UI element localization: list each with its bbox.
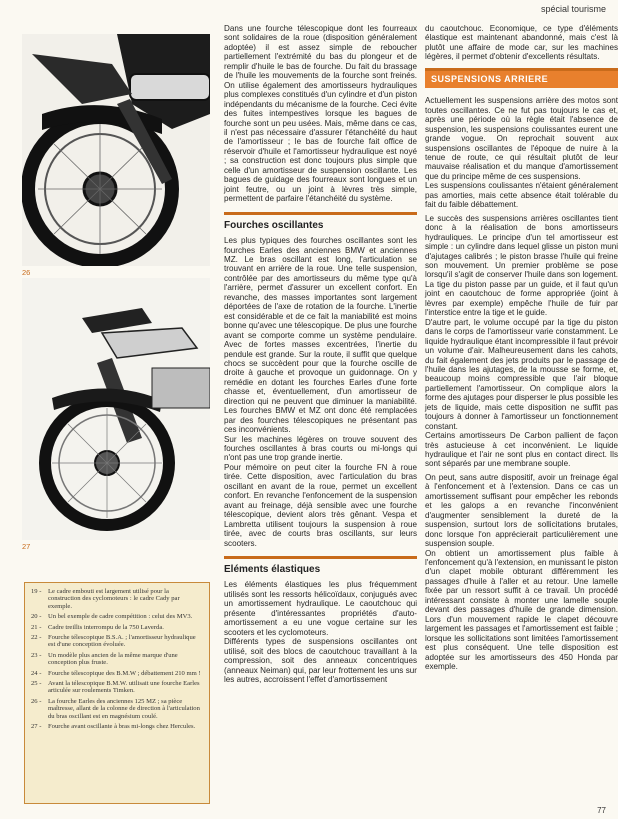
page-number: 77 bbox=[597, 806, 606, 815]
paragraph: D'autre part, le volume occupé par la tige du piston dans le corps de l'amortisseur varie constamment. Le liquide hydraulique étant incompressible il faut prévoir un volume d'air. Malheureusement dans les cahots, du fait également des jets produits par le passage de l'huile dans les ajutages, de la mousse se forme, et, beaucoup moins compressible que l'air bloque partiellement l'amortisseur. On complique alors la forme des ajutages pour disperser le plus possible les jets de liquide, mais cette disposition ne suffit pas toujours à donner à l'amortisseur un fonctionnement constant. bbox=[425, 317, 618, 431]
photo-fork-earles bbox=[22, 34, 210, 266]
paragraph: du caoutchouc. Economique, ce type d'éléments élastique est maintenant abandonné, mais c'est là plutôt une affaire de mode car, sur les machines légères, il permet d'obtenir d'excellents résultats. bbox=[425, 24, 618, 62]
moped-illustration bbox=[22, 278, 210, 540]
right-text-column bbox=[425, 24, 618, 671]
paragraph: Pour mémoire on peut citer la fourche FN à roue tirée. Cette disposition, avec l'articulation du bras oscillant en avant de la roue, permet un excellent confort. En revanche l'enfoncement de la suspension avant au freinage, déjà sensible avec une fourche télescopique, devient alors très gênant. Vespa et Lambretta utilisent toujours la suspension à roue tirée, avec de courts bras oscillants, sur leurs scooters. bbox=[224, 462, 417, 548]
paragraph: Différents types de suspensions oscillantes ont utilisé, soit des blocs de caoutchouc travaillant à la compression, soit des anneaux concentriques (anneaux Neiman) qui, par leur frottement les uns sur les autres, accroissent l'effet d'amortissement bbox=[224, 637, 417, 684]
heading-fourches-oscillantes: Fourches oscillantes bbox=[224, 212, 417, 230]
left-column bbox=[22, 22, 210, 812]
heading-elements-elastiques: Eléments élastiques bbox=[224, 556, 417, 574]
paragraph: Les plus typiques des fourches oscillantes sont les fourches Earles des anciennes BMW et anciennes MZ. Le bras oscillant est long, l'articulation se trouvant en arrière de la roue. Une telle suspension, contrôlée par des amortisseurs du même type qu'à l'arrière, permet d'assurer un excellent confort. En revanche, des masses importantes sont largement déportées de l'axe de rotation de la fourche. L'inertie est considérable et de ce fait la maniabilité est moins bonne qu'avec une télescopique. De plus une fourche avant se comporte comme un système pendulaire. Avec de fortes masses excentrées, l'inertie du pendule est grande. Sur la route, il suffit que quelque chocs se succèdent pour que la fourche oscille de droite à gauche et provoque un guidonnage. On y remédie en dotant les fourches Earles d'une forte chasse et, éventuellement, d'un amortisseur de direction qui ne peuvent que diminuer la maniabilité. Les fourches BMW et MZ ont donc été remplacées par des fourches télescopiques ne présentant pas ces inconvénients. bbox=[224, 236, 417, 435]
caption-item: 20 - Un bel exemple de cadre compétition : celui des MV3. bbox=[31, 613, 193, 621]
paragraph: Le succès des suspensions arrières oscillantes tient donc à la réalisation de bons amortisseurs hydrauliques. Le principe d'un tel amortisseur est simple : un cylindre dans lequel glisse un piston muni d'ajutages calibrés ; le piston brasse l'huile qui freine son mouvement. Un premier problème se pose lorsqu'il s'agit de conserver l'huile dans son logement. La tige du piston passe par un guide, et il faut qu'un joint en caoutchouc de forme appropriée (joint à lèvres par exemple) empêche l'huile de fuir par l'interstice entre la tige et le guide. bbox=[425, 213, 618, 318]
middle-text-column bbox=[224, 24, 417, 684]
captions-box bbox=[24, 582, 210, 804]
paragraph: Certains amortisseurs De Carbon pallient de façon très astucieuse à cet inconvénient. Le liquide hydraulique et l'air ne sont plus en contact direct. Ils sont séparés par une membrane souple. bbox=[425, 431, 618, 469]
caption-item: 23 - Un modèle plus ancien de la même marque d'une conception plus fruste. bbox=[31, 651, 178, 667]
paragraph: Sur les machines légères on trouve souvent des fourches oscillantes à bras courts ou mi-longs qui n'ont pas une trop grande inertie. bbox=[224, 434, 417, 463]
caption-item: 22 - Fourche télescopique B.S.A. ; l'amortisseur hydraulique est d'une conception évoluée. bbox=[31, 634, 196, 649]
caption-item: 21 - Cadre treillis interrompu de la 750 Laverda. bbox=[31, 623, 164, 631]
caption-item: 27 - Fourche avant oscillante à bras mi-longs chez Hercules. bbox=[31, 723, 196, 731]
caption-item: 19 - Le cadre embouti est largement utilisé pour la construction des cyclomoteurs : le cadre Cady par exemple. bbox=[31, 588, 180, 610]
figure-number-27: 27 bbox=[22, 542, 31, 551]
caption-item: 25 - Avant la télescopique B.M.W. utilisait une fourche Earles articulée sur roulements Timken. bbox=[31, 680, 200, 695]
paragraph: Les suspensions coulissantes n'étaient généralement pas amorties, mais cette absence était tolérable du fait du faible débattement. bbox=[425, 181, 618, 210]
paragraph: On peut, sans autre dispositif, avoir un freinage égal à l'enfoncement et à l'extension. Dans ce cas un amortissement suffisant pour empêcher les rebonds et les galops a en revanche l'inconvénient d'augmenter sensiblement la dureté de la suspension, surtout lors de sollicitations brutales, donc lorsque l'on apprécierait particulièrement une suspension souple. bbox=[425, 472, 618, 549]
paragraph: Les éléments élastiques les plus fréquemment utilisés sont les ressorts hélicoïdaux, conjugués avec un amortissement hydraulique. Le caoutchouc qui présente d'intéressantes propriétés d'auto-amortissement a eu une vogue certaine sur les scooters et les cyclomoteurs. bbox=[224, 580, 417, 637]
paragraph: Actuellement les suspensions arrière des motos sont toutes oscillantes. Ce ne fut pas toujours le cas et, après une période où la règle était l'absence de suspension, les suspensions coulissantes eurent une grande vogue. On reprochait souvent aux suspensions oscillantes de l'époque de nuire à la tenue de route, ce qui résultait plutôt de leur mauvaise réalisation et du manque d'amortissement que du principe même de ces suspensions. bbox=[425, 96, 618, 181]
photo-fork-hercules bbox=[22, 278, 210, 540]
heading-suspensions-arriere: SUSPENSIONS ARRIERE bbox=[425, 68, 618, 88]
motorcycle-front-illustration bbox=[22, 34, 210, 266]
caption-item: 26 - La fourche Earles des anciennes 125 MZ ; sa pièce maîtresse, allant de la colonne de direction à l'articulation du bras oscillant est en magnésium coulé. bbox=[31, 697, 200, 720]
caption-item: 24 - Fourche télescopique des B.M.W ; débattement 210 mm ! bbox=[31, 669, 201, 677]
paragraph: On obtient un amortissement plus faible à l'enfoncement qu'à l'extension, en munissant le piston d'un clapet mobile obturant différemment les passages d'huile à l'aller et au retour. Une lamelle fixée par un ressort suffit à ce travail. Un procédé intéressant consiste à monter une lamelle souple devant des passages d'huile de grande dimension. Lors d'un mouvement rapide le clapet découvre largement les passages et l'amortissement est faible ; lorsque les sollicitations sont limitées l'amortissement est plus conséquent. Une telle disposition est adoptée sur les amortisseurs des 450 Honda par exemple. bbox=[425, 548, 618, 671]
paragraph: Dans une fourche télescopique dont les fourreaux sont solidaires de la roue (disposition généralement adoptée) il est assez simple de reboucher partiellement l'extrémité du bas du plongeur et de remplir d'huile le bas de fourche. Du fait du brassage de l'huile les mouvements de la fourche sont freinés. On utilise également des amortisseurs hydrauliques plus complexes constitués d'un cylindre et d'un piston indépendants du mécanisme de la fourche. Ceci évite des fuites intempestives lorsque les bagues de fourche sont un peu usées. Mais, même dans ce cas, il n'est pas nécessaire d'assurer l'étanchéité du haut de l'amortisseur ; le bas de fourche fait office de réservoir d'huile et l'amortisseur hydraulique est noyé ; sa construction est donc toujours plus simple que celle d'un amortisseur de suspension oscillante. Les bagues de guidage des fourreaux sont longues et un joint feutre, ou un joint à lèvres très simple, permettent de parfaire l'étanchéité du système. bbox=[224, 24, 417, 204]
section-label: spécial tourisme bbox=[540, 4, 606, 14]
figure-number-26: 26 bbox=[22, 268, 31, 277]
